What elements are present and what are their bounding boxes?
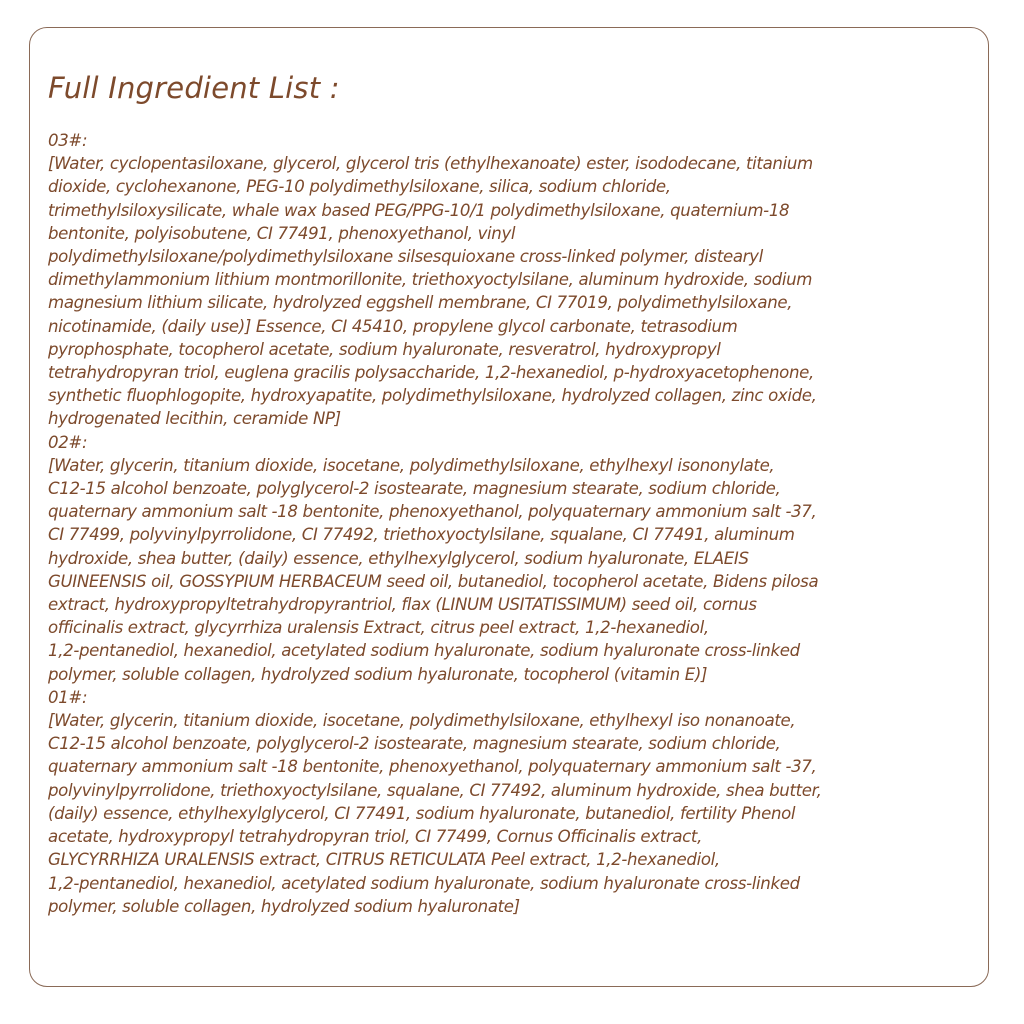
ingredient-line: GLYCYRRHIZA URALENSIS extract, CITRUS RETICULATA Peel extract, 1,2-hexanediol, <box>48 850 720 870</box>
ingredient-line: synthetic fluophlogopite, hydroxyapatite, polydimethylsiloxane, hydrolyzed collagen, zinc oxide, <box>48 386 817 406</box>
ingredient-line: quaternary ammonium salt -18 bentonite, phenoxyethanol, polyquaternary ammonium salt -37, <box>48 502 817 522</box>
ingredient-line: tetrahydropyran triol, euglena gracilis polysaccharide, 1,2-hexanediol, p-hydroxyacetophenone, <box>48 363 814 383</box>
ingredient-line: [Water, glycerin, titanium dioxide, isocetane, polydimethylsiloxane, ethylhexyl isononylate, <box>48 455 775 475</box>
ingredient-line: nicotinamide, (daily use)] Essence, CI 45410, propylene glycol carbonate, tetrasodium <box>48 316 738 336</box>
ingredient-line: polymer, soluble collagen, hydrolyzed sodium hyaluronate, tocopherol (vitamin E)] <box>48 664 708 684</box>
ingredient-line: 01#: <box>48 687 88 707</box>
ingredient-line: officinalis extract, glycyrrhiza uralensis Extract, citrus peel extract, 1,2-hexanediol, <box>48 618 709 638</box>
ingredient-line: bentonite, polyisobutene, CI 77491, phenoxyethanol, vinyl <box>48 223 516 243</box>
ingredient-line: (daily) essence, ethylhexylglycerol, CI 77491, sodium hyaluronate, butanediol, fertility Phenol <box>48 803 796 823</box>
ingredient-line: dioxide, cyclohexanone, PEG-10 polydimethylsiloxane, silica, sodium chloride, <box>48 177 671 197</box>
ingredient-line: quaternary ammonium salt -18 bentonite, phenoxyethanol, polyquaternary ammonium salt -37, <box>48 757 817 777</box>
ingredient-line: hydroxide, shea butter, (daily) essence, ethylhexylglycerol, sodium hyaluronate, ELAEIS <box>48 548 749 568</box>
ingredient-line: pyrophosphate, tocopherol acetate, sodium hyaluronate, resveratrol, hydroxypropyl <box>48 339 721 359</box>
ingredient-card <box>29 27 989 987</box>
ingredient-line: [Water, cyclopentasiloxane, glycerol, glycerol tris (ethylhexanoate) ester, isododecane, titanium <box>48 154 813 174</box>
ingredient-line: 1,2-pentanediol, hexanediol, acetylated sodium hyaluronate, sodium hyaluronate cross-linked <box>48 873 800 893</box>
ingredient-line: extract, hydroxypropyltetrahydropyrantriol, flax (LINUM USITATISSIMUM) seed oil, cornus <box>48 595 757 615</box>
ingredient-line: hydrogenated lecithin, ceramide NP] <box>48 409 341 429</box>
ingredient-text <box>48 129 978 918</box>
ingredient-line: polyvinylpyrrolidone, triethoxyoctylsilane, squalane, CI 77492, aluminum hydroxide, shea butter, <box>48 780 822 800</box>
ingredient-line: GUINEENSIS oil, GOSSYPIUM HERBACEUM seed oil, butanediol, tocopherol acetate, Bidens pilosa <box>48 571 819 591</box>
ingredient-line: polydimethylsiloxane/polydimethylsiloxane silsesquioxane cross-linked polymer, distearyl <box>48 247 763 267</box>
ingredient-line: [Water, glycerin, titanium dioxide, isocetane, polydimethylsiloxane, ethylhexyl iso nonanoate, <box>48 711 796 731</box>
ingredient-line: 02#: <box>48 432 88 452</box>
ingredient-line: magnesium lithium silicate, hydrolyzed eggshell membrane, CI 77019, polydimethylsiloxane, <box>48 293 793 313</box>
ingredient-line: polymer, soluble collagen, hydrolyzed sodium hyaluronate] <box>48 896 520 916</box>
ingredient-line: 03#: <box>48 131 88 150</box>
ingredient-line: 1,2-pentanediol, hexanediol, acetylated sodium hyaluronate, sodium hyaluronate cross-linked <box>48 641 800 661</box>
ingredient-line: CI 77499, polyvinylpyrrolidone, CI 77492, triethoxyoctylsilane, squalane, CI 77491, aluminum <box>48 525 795 545</box>
ingredient-line: trimethylsiloxysilicate, whale wax based PEG/PPG-10/1 polydimethylsiloxane, quaternium-18 <box>48 200 790 220</box>
page-title: Full Ingredient List : <box>48 71 340 105</box>
ingredient-line: acetate, hydroxypropyl tetrahydropyran triol, CI 77499, Cornus Officinalis extract, <box>48 827 703 847</box>
ingredient-line: C12-15 alcohol benzoate, polyglycerol-2 isostearate, magnesium stearate, sodium chloride, <box>48 734 781 754</box>
ingredient-line: dimethylammonium lithium montmorillonite, triethoxyoctylsilane, aluminum hydroxide, sodium <box>48 270 813 290</box>
ingredient-line: C12-15 alcohol benzoate, polyglycerol-2 isostearate, magnesium stearate, sodium chloride, <box>48 479 781 499</box>
